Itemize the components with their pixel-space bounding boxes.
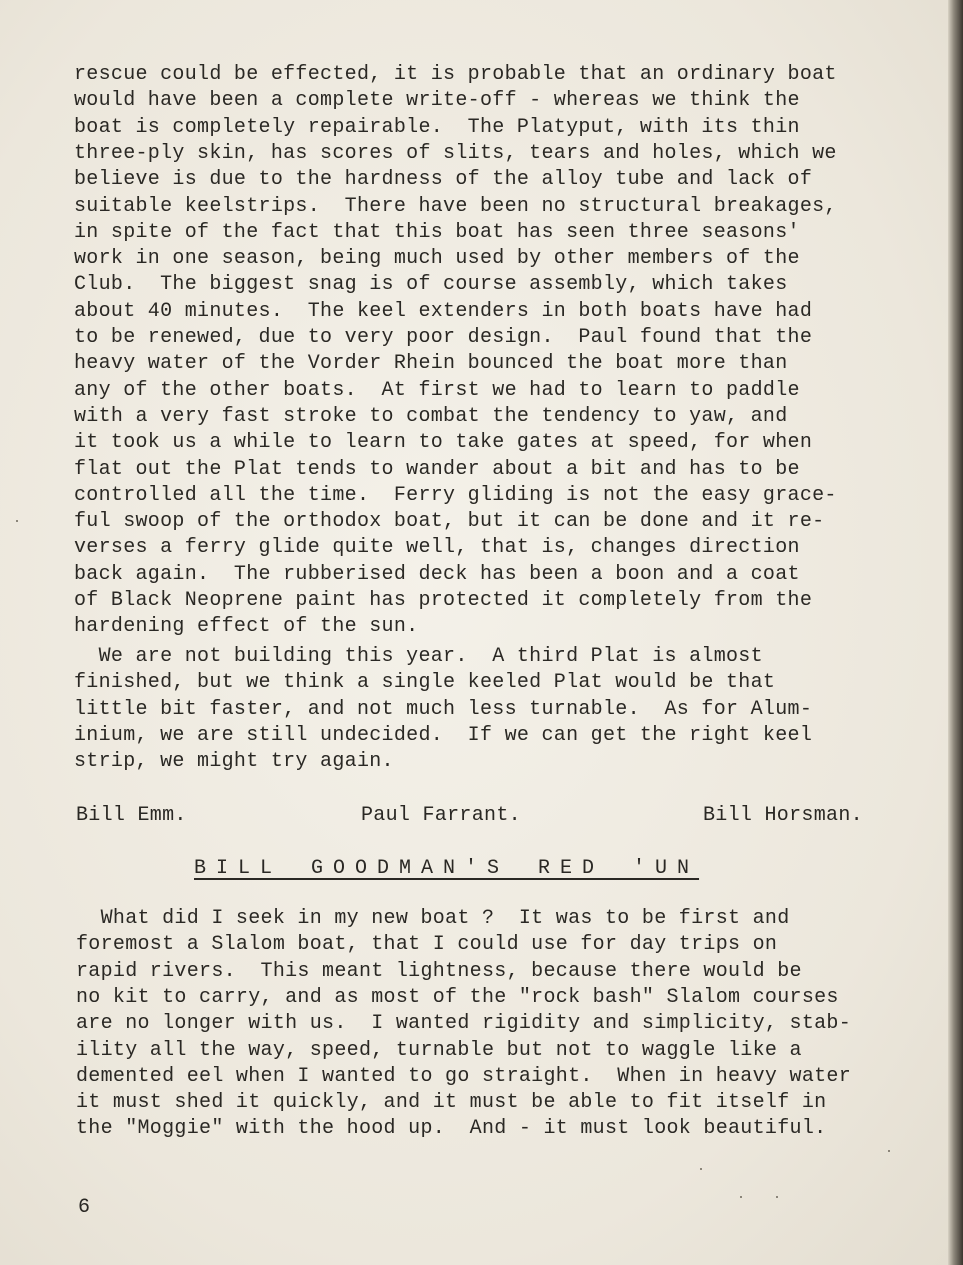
text-line: with a very fast stroke to combat the tendency to yaw, and <box>74 404 788 428</box>
text-line: no kit to carry, and as most of the "rock bash" Slalom courses <box>76 985 839 1009</box>
text-line: boat is completely repairable. The Platyput, with its thin <box>74 115 800 139</box>
text-line: finished, but we think a single keeled Plat would be that <box>74 671 776 695</box>
paper-speck <box>740 1196 742 1198</box>
text-line: it took us a while to learn to take gates at speed, for when <box>74 431 813 455</box>
text-line: heavy water of the Vorder Rhein bounced the boat more than <box>74 352 788 376</box>
signature-paul-farrant: Paul Farrant. <box>361 804 521 827</box>
text-line: demented eel when I wanted to go straight. When in heavy water <box>76 1064 852 1088</box>
text-line: controlled all the time. Ferry gliding is not the easy grace- <box>74 483 837 507</box>
text-line: in spite of the fact that this boat has seen three seasons' <box>74 220 800 244</box>
text-line: suitable keelstrips. There have been no structural breakages, <box>74 194 837 218</box>
text-line: verses a ferry glide quite well, that is, changes direction <box>74 536 800 560</box>
text-line: Club. The biggest snag is of course assembly, which takes <box>74 273 788 297</box>
text-line: What did I seek in my new boat ? It was to be first and <box>76 907 790 930</box>
paper-speck <box>700 1168 702 1170</box>
page-binding-edge <box>948 0 963 1265</box>
text-line: the "Moggie" with the hood up. And - it must look beautiful. <box>76 1117 827 1141</box>
text-line: ful swoop of the orthodox boat, but it can be done and it re- <box>74 510 825 534</box>
text-line: to be renewed, due to very poor design. Paul found that the <box>74 326 813 349</box>
text-line: little bit faster, and not much less turnable. As for Alum- <box>74 697 813 721</box>
text-line: hardening effect of the sun. <box>74 615 419 639</box>
paper-speck <box>776 1196 778 1198</box>
text-line: any of the other boats. At first we had to learn to paddle <box>74 378 800 402</box>
paper-speck <box>16 520 18 522</box>
text-line: inium, we are still undecided. If we can get the right keel <box>74 723 813 747</box>
text-line: about 40 minutes. The keel extenders in both boats have had <box>74 299 813 323</box>
text-line: work in one season, being much used by other members of the <box>74 247 800 271</box>
text-line: it must shed it quickly, and it must be able to fit itself in <box>76 1091 827 1115</box>
page-number: 6 <box>78 1196 91 1219</box>
text-line: strip, we might try again. <box>74 750 394 774</box>
text-line: foremost a Slalom boat, that I could use for day trips on <box>76 933 778 957</box>
text-line: rescue could be effected, it is probable that an ordinary boat <box>74 63 837 86</box>
text-line: would have been a complete write-off - whereas we think the <box>74 89 800 113</box>
text-line: flat out the Plat tends to wander about a bit and has to be <box>74 457 800 481</box>
text-line: of Black Neoprene paint has protected it completely from the <box>74 589 813 612</box>
paper-speck <box>888 1150 890 1152</box>
text-line: three-ply skin, has scores of slits, tears and holes, which we <box>74 141 837 165</box>
signature-bill-emm: Bill Emm. <box>76 804 187 827</box>
text-line: We are not building this year. A third Plat is almost <box>74 645 763 668</box>
signature-bill-horsman: Bill Horsman. <box>703 804 863 827</box>
text-line: are no longer with us. I wanted rigidity and simplicity, stab- <box>76 1012 852 1036</box>
text-line: back again. The rubberised deck has been a boon and a coat <box>74 562 800 586</box>
section-heading: BILL GOODMAN'S RED 'UN <box>194 857 700 880</box>
text-line: ility all the way, speed, turnable but not to waggle like a <box>76 1038 802 1062</box>
text-line: rapid rivers. This meant lightness, because there would be <box>76 959 802 983</box>
text-line: believe is due to the hardness of the alloy tube and lack of <box>74 168 813 192</box>
